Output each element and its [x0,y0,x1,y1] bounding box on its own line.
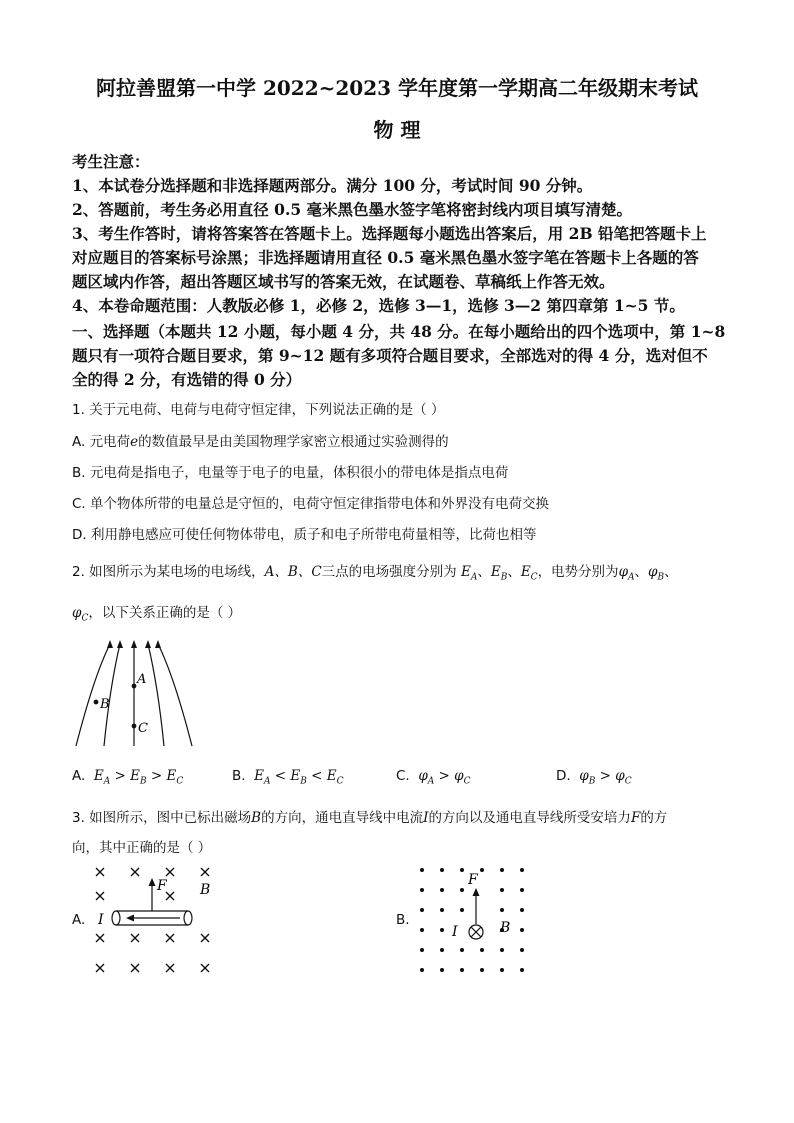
arrow-head [117,640,123,648]
point-a [132,684,137,689]
q2-option-c: C. $\varphi_A > \varphi_C$ [396,768,471,787]
notes-heading: 考生注意： [72,152,150,171]
exam-title: 阿拉善盟第一中学 2022~2023 学年度第一学期高二年级期末考试 [95,76,698,100]
label-b: B [200,882,211,898]
q1-option-b: B. 元电荷是指电子，电量等于电子的电量，体积很小的带电体是指点电荷 [72,465,509,481]
point-b [94,700,99,705]
field-line-1 [76,644,110,746]
q2-stem-line-1: 2. 如图所示为某电场的电场线，A、B、C三点的电场强度分别为 $E_A$、$E_B$、$E_C$，电势分别为$\varphi_A$、$\varphi_B$、 [72,564,678,583]
label-f: F [157,878,167,894]
arrow-head [145,640,151,648]
field-dot [420,928,424,932]
current-arrow-head [126,915,134,922]
note-4: 4、本卷命题范围：人教版必修 1，必修 2，选修 3—1，选修 3—2 第四章第 1~5 节。 [72,296,685,315]
field-dot [460,908,464,912]
field-dot [480,948,484,952]
arrow-head [131,640,137,648]
q2-option-d: D. $\varphi_B > \varphi_C$ [556,768,632,787]
field-dot [500,968,504,972]
field-dot [420,948,424,952]
q3-option-b-label: B. [396,912,410,928]
field-dot [420,888,424,892]
note-2: 2、答题前，考生务必用直径 0.5 毫米黑色墨水签字笔将密封线内项目填写清楚。 [72,200,633,219]
q2-field-line-figure [64,636,204,756]
label-b: B [500,920,511,936]
note-3-line-3: 题区域内作答，超出答题区域书写的答案无效，在试题卷、草稿纸上作答无效。 [72,272,615,291]
field-dot [500,948,504,952]
field-line-4 [148,644,164,746]
section-heading-line-1: 一、选择题（本题共 12 小题，每小题 4 分，共 48 分。在每小题给出的四个选项中，第 1~8 [72,322,726,341]
q3-option-a-label: A. [72,912,86,928]
field-dot [440,948,444,952]
note-3-line-2: 对应题目的答案标号涂黑；非选择题请用直径 0.5 毫米黑色墨水签字笔在答题卡上各题的答 [72,248,699,267]
q2-option-a: A. $E_A > E_B > E_C$ [72,768,184,787]
q2-stem-line-2: $\varphi_C$，以下关系正确的是（ ） [72,605,242,624]
force-arrow-head [473,888,480,896]
field-dot [520,968,524,972]
field-dot [480,868,484,872]
subject-title: 物 理 [373,118,421,142]
field-dot [440,928,444,932]
field-dot [440,968,444,972]
section-heading-line-2: 题只有一项符合题目要求，第 9~12 题有多项符合题目要求，全部选对的得 4 分，选对但不 [72,346,708,365]
point-c [132,724,137,729]
note-3-line-1: 3、考生作答时，请将答案答在答题卡上。选择题每小题选出答案后，用 2B 铅笔把答题卡上 [72,224,707,243]
q3-stem-line-2: 向，其中正确的是（ ） [72,840,212,856]
label-i: I [98,912,104,928]
field-dot [520,888,524,892]
label-c: C [138,721,148,736]
field-dot [440,888,444,892]
field-dot [420,868,424,872]
field-dot [440,868,444,872]
q1-option-d: D. 利用静电感应可使任何物体带电，质子和电子所带电荷量相等，比荷也相等 [72,527,537,543]
q3-figure-a [88,862,220,980]
q2-option-b: B. $E_A < E_B < E_C$ [232,768,344,787]
label-a: A [137,672,147,687]
label-f: F [468,872,478,888]
force-arrow-head [149,878,156,886]
field-dot [520,908,524,912]
q3-stem-line-1: 3. 如图所示，图中已标出磁场B的方向，通电直导线中电流I的方向以及通电直导线所受安培力F的方 [72,810,668,826]
field-dot [420,908,424,912]
q1-option-a: A. 元电荷e的数值最早是由美国物理学家密立根通过实验测得的 [72,434,449,450]
field-line-2 [104,644,120,746]
field-dot [480,968,484,972]
field-dot [520,948,524,952]
field-dot [440,908,444,912]
note-1: 1、本试卷分选择题和非选择题两部分。满分 100 分，考试时间 90 分钟。 [72,176,593,195]
field-dot [460,948,464,952]
field-dot [420,968,424,972]
arrow-head [107,640,113,648]
field-dot [520,868,524,872]
label-i: I [452,924,458,940]
field-dot [460,888,464,892]
field-dot [460,868,464,872]
label-b: B [100,697,110,712]
q1-option-c: C. 单个物体所带的电量总是守恒的，电荷守恒定律指带电体和外界没有电荷交换 [72,496,550,512]
q1-stem: 1. 关于元电荷、电荷与电荷守恒定律，下列说法正确的是（ ） [72,402,445,418]
section-heading-line-3: 全的得 2 分，有选错的得 0 分） [72,370,302,389]
field-dot [500,868,504,872]
field-dot [500,908,504,912]
q3-figure-b [414,862,540,980]
field-dot [500,888,504,892]
arrow-head [155,640,161,648]
field-dot [520,928,524,932]
field-dot [460,968,464,972]
field-line-5 [158,644,192,746]
